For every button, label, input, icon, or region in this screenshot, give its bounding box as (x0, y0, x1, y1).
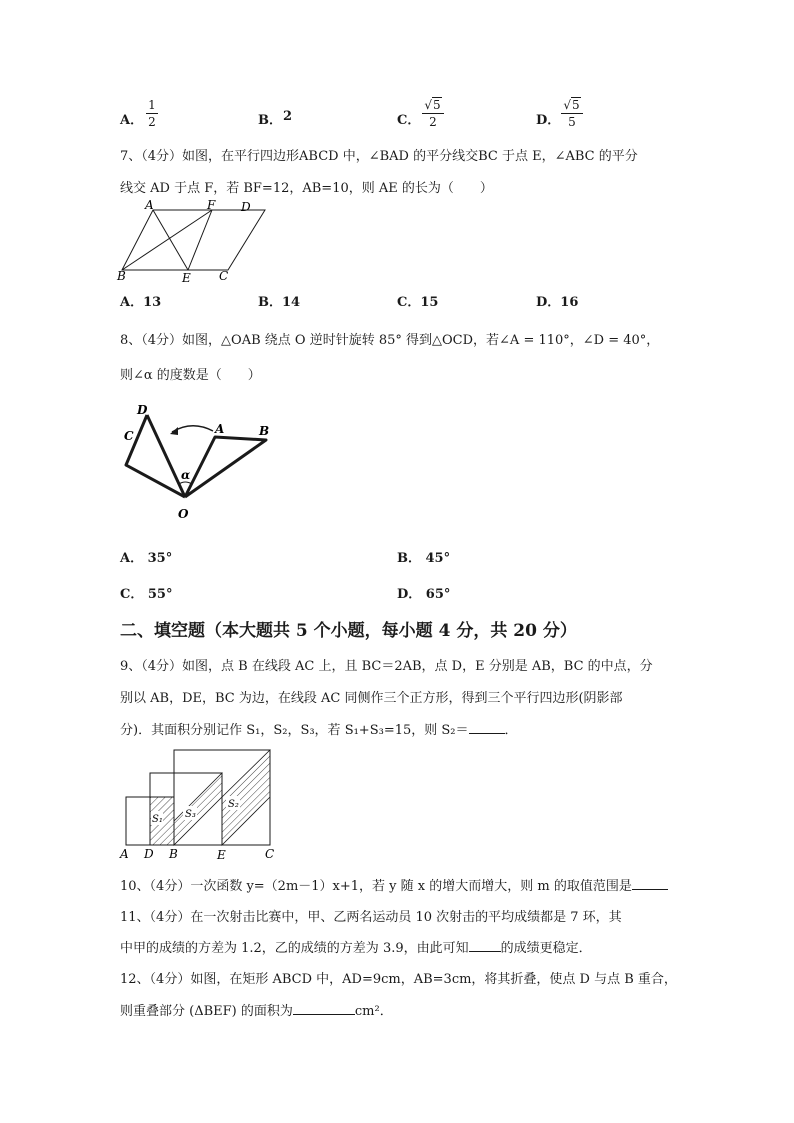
q9-text-line3 (120, 719, 518, 738)
q7-option-b: B．14 (258, 295, 301, 310)
q11-line2-end: 的成绩更稳定． (500, 941, 592, 956)
q6-option-a-label: A． (120, 113, 144, 128)
q6-option-d-fraction: √5 5 (561, 98, 583, 129)
q6-c-denominator: 2 (429, 115, 437, 129)
q9-text-line1: 9、（4分）如图，点 B 在线段 AC 上，且 BC＝2AB，点 D，E 分别是 AB，BC 的中点，分 (120, 659, 653, 674)
section-2-heading: 二、填空题（本大题共 5 个小题，每小题 4 分，共 20 分） (120, 621, 577, 641)
q9-label-d: D (144, 847, 154, 861)
q12-text-line1: 12、（4分）如图，在矩形 ABCD 中，AD=9cm，AB=3cm，将其折叠，使点 D 与点 B 重合， (120, 972, 677, 987)
q12-text-line2 (120, 1000, 393, 1019)
q7-text-line1: 7、（4分）如图，在平行四边形ABCD 中，∠BAD 的平分线交BC 于点 E，∠ABC 的平分 (120, 149, 638, 164)
q8-label-b: B (259, 424, 270, 438)
q7-label-b: B (117, 269, 126, 283)
q7-option-d: D．16 (536, 295, 579, 310)
q7-label-a: A (145, 198, 154, 212)
q8-rotation-figure (120, 398, 290, 523)
q8-option-a: A． 35° (120, 551, 173, 566)
q7-parallelogram-figure (115, 198, 275, 288)
q8-label-alpha: α (181, 468, 191, 482)
q9-label-s3: S₃ (185, 809, 196, 820)
q9-squares-figure (115, 748, 285, 863)
q10-text (120, 875, 668, 894)
q8-option-d: D． 65° (397, 587, 451, 602)
q8-option-b: B． 45° (397, 551, 451, 566)
q7-option-a: A．13 (120, 295, 162, 310)
q8-label-c: C (124, 429, 134, 443)
q8-label-o: O (178, 507, 189, 521)
q8-label-a: A (215, 422, 225, 436)
q8-text-line2: 则∠α 的度数是（ ） (120, 368, 261, 383)
q9-s3-parallelogram (174, 773, 222, 845)
q10-answer-blank[interactable] (632, 889, 668, 890)
q6-d-denominator: 5 (568, 115, 576, 129)
q6-option-b-value: 2 (283, 109, 293, 124)
q11-text-line1: 11、（4分）在一次射击比赛中，甲、乙两名运动员 10 次射击的平均成绩都是 7 环，其 (120, 910, 622, 925)
q7-text-line2: 线交 AD 于点 F，若 BF=12，AB=10，则 AE 的长为（ ） (120, 181, 493, 196)
q11-text-line2 (120, 937, 592, 956)
q6-a-numerator: 1 (148, 98, 156, 112)
q7-label-f: F (207, 198, 216, 212)
q7-label-e: E (182, 271, 191, 285)
q8-option-c: C． 55° (120, 587, 173, 602)
q11-line2-start: 中甲的成绩的方差为 1.2，乙的成绩的方差为 3.9，由此可知 (120, 941, 469, 956)
q9-label-s2: S₂ (228, 799, 239, 810)
q9-label-s1: S₁ (152, 814, 163, 825)
q9-label-a: A (120, 847, 129, 861)
q9-line3-text: 分)．其面积分别记作 S₁，S₂，S₃，若 S₁+S₃=15，则 S₂＝ (120, 723, 469, 738)
q9-answer-blank[interactable] (469, 733, 505, 734)
q6-d-radicand: 5 (572, 98, 580, 112)
q6-a-denominator: 2 (148, 115, 156, 129)
q12-answer-blank[interactable] (293, 1014, 355, 1015)
q9-label-b: B (169, 847, 178, 861)
q9-line3-end: ． (504, 723, 518, 738)
q8-text-line1: 8、（4分）如图，△OAB 绕点 O 逆时针旋转 85° 得到△OCD，若∠A = 110°，∠D = 40°， (120, 333, 660, 348)
q6-option-c-label: C． (397, 113, 421, 128)
q6-option-d-label: D． (536, 113, 561, 128)
q12-line2-end: cm²． (354, 1004, 393, 1019)
q12-line2-start: 则重叠部分 (ΔBEF) 的面积为 (120, 1004, 293, 1019)
q6-option-b-label: B． (258, 113, 282, 128)
q11-answer-blank[interactable] (469, 951, 501, 952)
q9-text-line2: 别以 AB，DE，BC 为边，在线段 AC 同侧作三个正方形，得到三个平行四边形(阴影部 (120, 691, 623, 706)
q9-label-e: E (217, 848, 226, 862)
q6-option-c-fraction: √5 2 (422, 98, 444, 129)
q10-text-body: 10、（4分）一次函数 y=（2m－1）x+1，若 y 随 x 的增大而增大，则 m 的取值范围是 (120, 879, 632, 894)
q8-label-d: D (137, 403, 148, 417)
q7-label-c: C (219, 269, 229, 283)
q7-option-c: C．15 (397, 295, 439, 310)
q9-label-c: C (265, 847, 275, 861)
q6-c-radicand: 5 (433, 98, 441, 112)
q6-option-a-fraction (146, 98, 158, 129)
q7-label-d: D (241, 200, 251, 214)
